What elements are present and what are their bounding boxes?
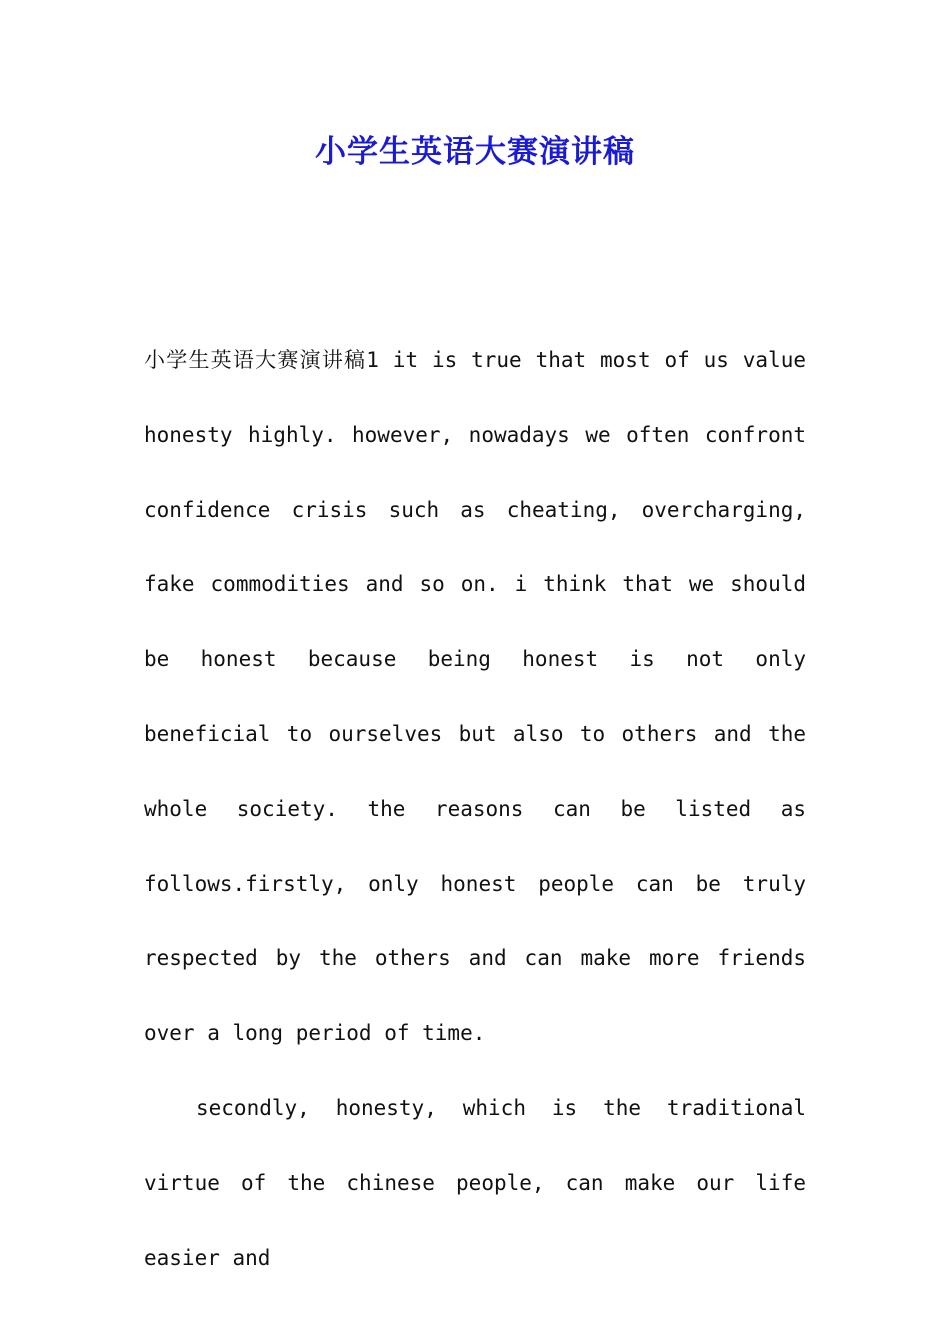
paragraph-1: 小学生英语大赛演讲稿1 it is true that most of us value honesty highly. however, nowadays we often confront confidence crisis such as cheating, overcharging, fake commodities and so on. i think that we should be honest because being honest is not only beneficial to ourselves but also to others and the whole society. the reasons can be listed as follows.firstly, only honest people can be truly respected by the others and can make more friends over a long period of time. xyxy=(144,348,806,1046)
paragraph-2: secondly, honesty, which is the traditional virtue of the chinese people, can make our life easier and xyxy=(144,1095,806,1270)
document-body xyxy=(144,323,806,1295)
document-title: 小学生英语大赛演讲稿 xyxy=(315,134,635,170)
